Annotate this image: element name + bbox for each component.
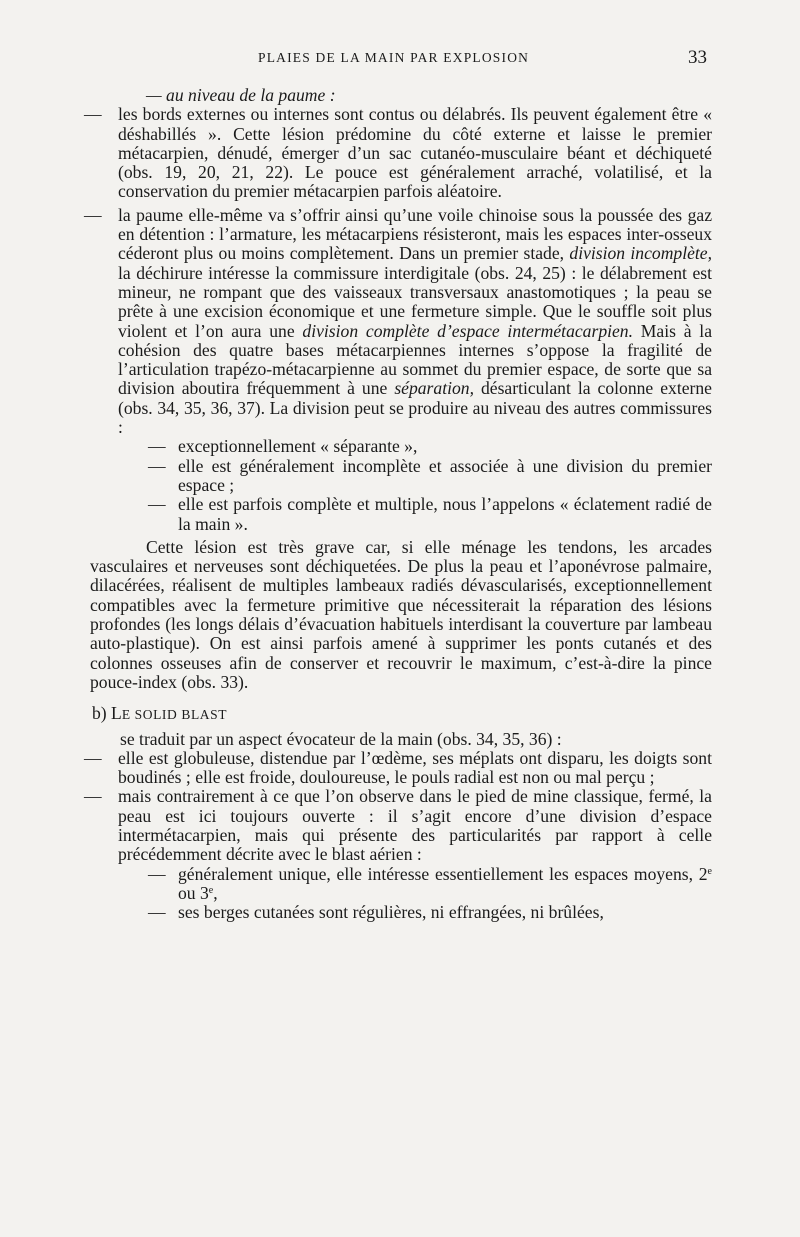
- sublist-item-text: ,: [213, 882, 218, 903]
- sublist-item: [90, 865, 712, 904]
- list-item-text: mais contrairement à ce que l’on observe dans le pied de mine classique, fermé, la peau est ici toujours ouverte : il s’agit encore d’une division d’espace intermétacarpien, mais qui présente des particularités par rapport à celle précédemment décrite avec le blast aérien :: [118, 786, 712, 865]
- sublist-item: [90, 437, 712, 456]
- list-item-text: les bords externes ou internes sont contus ou délabrés. Ils peuvent également être « déshabillés ». Cette lésion prédomine du côté externe et laisse le premier métacarpien, dénudé, émerger d’un sac cutanéo-musculaire béant et déchiqueté (obs. 19, 20, 21, 22). Le pouce est généralement arraché, volatilisé, et la conservation du premier métacarpien parfois aléatoire.: [118, 104, 712, 202]
- dash-marker: —: [148, 902, 166, 923]
- list-item-edges: [84, 104, 712, 202]
- page-number: 33: [688, 47, 707, 68]
- sublist-item-text: ses berges cutanées sont régulières, ni effrangées, ni brûlées,: [178, 902, 604, 923]
- sublist-item-text: ou 3: [178, 882, 209, 903]
- list-item-text: désarticulant la colonne externe (obs. 34, 35, 36, 37). La division peut se produire au niveau des autres commissures :: [118, 378, 712, 438]
- section-label: b) L: [92, 703, 122, 724]
- term-separation: séparation,: [394, 378, 474, 399]
- section-title: E SOLID BLAST: [121, 707, 228, 723]
- list-item-text: Mais à la cohésion des quatre bases métacarpiennes internes s’oppose la fragilité de l’articulation trapézo-métacarpienne au sommet du premier espace, de sorte que sa division aboutira fréquemment à une: [118, 320, 712, 399]
- dash-marker: —: [148, 494, 166, 515]
- section-intro: se traduit par un aspect évocateur de la main (obs. 34, 35, 36) :: [120, 728, 562, 749]
- sublist-item: [90, 457, 712, 496]
- sublist-item: [90, 903, 712, 922]
- page-body: [84, 85, 712, 923]
- term-complete-division: division complète d’espace intermétacarpien.: [302, 320, 634, 341]
- list-item-open-skin: [84, 786, 712, 865]
- superscript: e: [208, 884, 214, 896]
- sublist-item-text: exceptionnellement « séparante »,: [178, 436, 418, 457]
- dash-marker: —: [84, 204, 102, 225]
- dash-marker: —: [84, 747, 102, 768]
- running-title: PLAIES DE LA MAIN PAR EXPLOSION: [258, 50, 530, 65]
- subheading-palm: — au niveau de la paume :: [146, 85, 336, 105]
- dash-marker: —: [84, 104, 102, 125]
- list-item-globular: [84, 747, 712, 788]
- list-item-palm: [84, 204, 712, 438]
- sublist-item: [90, 495, 712, 534]
- list-item-text: la paume elle-même va s’offrir ainsi qu’une voile chinoise sous la poussée des gaz en détention : l’armature, les métacarpiens résisteront, mais les espaces inter-osseux céderont plus ou moins complètement. Dans un premier stade,: [118, 204, 712, 264]
- superscript: e: [707, 865, 712, 877]
- dash-marker: —: [148, 863, 166, 884]
- dash-marker: —: [148, 436, 166, 457]
- term-incomplete-division: division incomplète,: [569, 243, 712, 264]
- dash-marker: —: [148, 455, 166, 476]
- paragraph-severity: Cette lésion est très grave car, si elle ménage les tendons, les arcades vasculaires et nerveuses sont déchiquetées. De plus la peau et l’aponévrose palmaire, dilacérées, réalisent de multiples lambeaux radiés dévascularisés, exceptionnellement compatibles avec la fermeture primitive que nécessiterait la réparation des lésions profondes (les longs délais d’évacuation habituels interdisant la couverture par lambeau auto-plastique). On est ainsi parfois amené à supprimer les ponts cutanés et des colonnes osseuses afin de conserver et recouvrir le maximum, c’est-à-dire la pince pouce-index (obs. 33).: [90, 536, 712, 692]
- sublist-item-text: généralement unique, elle intéresse essentiellement les espaces moyens, 2: [178, 863, 708, 884]
- section-heading-solid-blast: [90, 704, 712, 724]
- running-header: [0, 47, 800, 70]
- list-item-text: la déchirure intéresse la commissure interdigitale (obs. 24, 25) : le délabrement est mineur, ne rompant que des vaisseaux transversaux anastomotiques ; la peau se prête à une excision économique et une fermeture simple. Que le souffle soit plus violent et l’on aura une: [118, 262, 712, 341]
- sublist-item-text: elle est généralement incomplète et associée à une division du premier espace ;: [178, 455, 712, 495]
- sublist-item-text: elle est parfois complète et multiple, nous l’appelons « éclatement radié de la main ».: [178, 494, 712, 534]
- list-item-text: elle est globuleuse, distendue par l’œdème, ses méplats ont disparu, les doigts sont boudinés ; elle est froide, douloureuse, le pouls radial est non ou mal perçu ;: [118, 747, 712, 788]
- dash-marker: —: [84, 786, 102, 807]
